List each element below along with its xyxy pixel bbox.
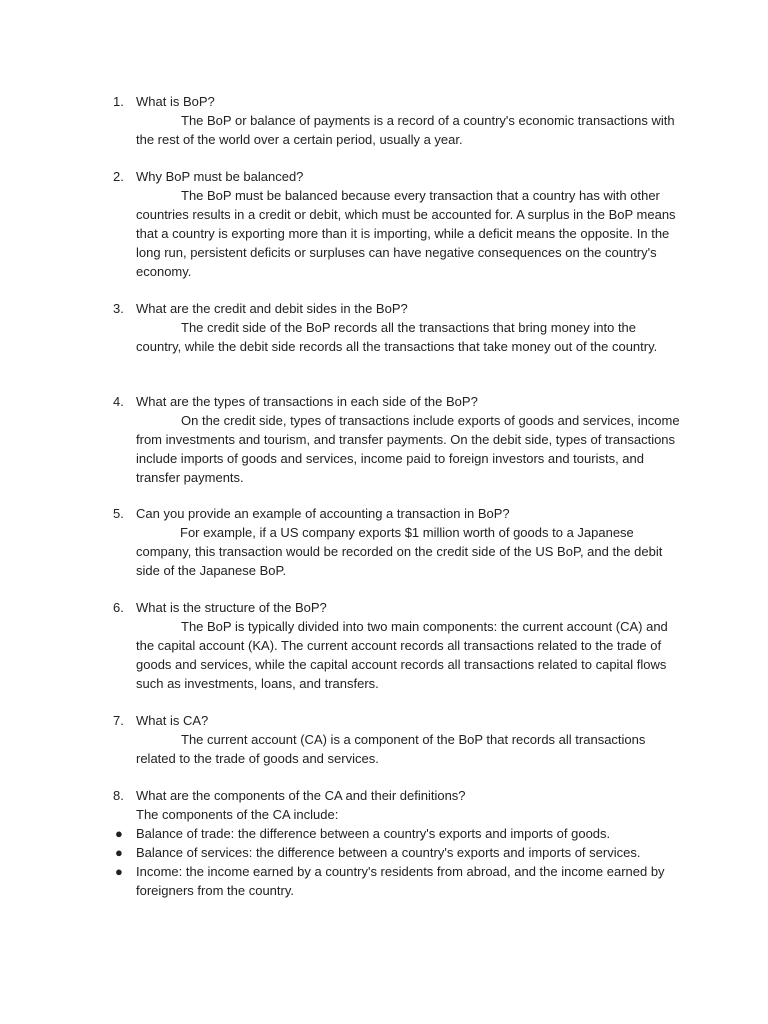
question-text: Why BoP must be balanced? [136,169,304,184]
qa-item-5 [113,504,683,580]
answer-text: The BoP is typically divided into two main components: the current account (CA) and the capital account (KA). The current account records all transactions related to the trade of goods and services, while the capital account records all transactions related to capital flows such as investments, loans, and transfers. [136,619,668,691]
question-text: What are the components of the CA and their definitions? [136,788,466,803]
qa-item-6 [113,598,683,693]
question-number: 2. [113,169,124,184]
question-number: 1. [113,94,124,109]
qa-item-1 [113,92,683,149]
qa-item-4 [113,392,683,487]
question-number: 8. [113,788,124,803]
bullet-list [113,824,683,900]
answer-text: The BoP must be balanced because every transaction that a country has with other countries results in a credit or debit, which must be accounted for. A surplus in the BoP means that a country is exporting more than it is importing, while a deficit means the opposite. In the long run, persistent deficits or surpluses can have negative consequences on the country's economy. [136,188,676,279]
bullet-item [113,862,683,900]
answer-text: The BoP or balance of payments is a record of a country's economic transactions with the rest of the world over a certain period, usually a year. [136,113,675,147]
question [113,167,683,186]
question-text: Can you provide an example of accounting a transaction in BoP? [136,506,510,521]
question [113,299,683,318]
bullet-icon: ● [115,826,123,841]
question-number: 4. [113,394,124,409]
bullet-item [113,824,683,843]
question-text: What is BoP? [136,94,215,109]
answer-text: On the credit side, types of transactions include exports of goods and services, income from investments and tourism, and transfer payments. On the debit side, types of transactions include imports of goods and services, income paid to foreign investors and tourists, and transfer payments. [136,413,680,485]
bullet-text: Balance of trade: the difference between a country's exports and imports of goods. [136,826,611,841]
bullet-icon: ● [115,845,123,860]
answer-text: The credit side of the BoP records all the transactions that bring money into the country, while the debit side records all the transactions that take money out of the country. [136,320,658,354]
bullet-text: Income: the income earned by a country's residents from abroad, and the income earned by foreigners from the country. [136,864,665,898]
bullet-icon: ● [115,864,123,879]
question-number: 5. [113,506,124,521]
qa-item-8 [113,786,683,900]
question-text: What are the credit and debit sides in the BoP? [136,301,408,316]
question-text: What is CA? [136,713,209,728]
question-text: What is the structure of the BoP? [136,600,327,615]
bullet-text: Balance of services: the difference between a country's exports and imports of services. [136,845,641,860]
question-text: What are the types of transactions in each side of the BoP? [136,394,478,409]
qa-item-7 [113,711,683,768]
answer-text: The current account (CA) is a component of the BoP that records all transactions related to the trade of goods and services. [136,732,646,766]
qa-item-3 [113,299,683,356]
question [113,786,683,805]
qa-item-2 [113,167,683,281]
question-number: 7. [113,713,124,728]
question [113,504,683,523]
question-number: 3. [113,301,124,316]
bullet-item [113,843,683,862]
question [113,711,683,730]
answer-intro: The components of the CA include: [136,807,339,822]
question-number: 6. [113,600,124,615]
question [113,598,683,617]
answer-text: For example, if a US company exports $1 million worth of goods to a Japanese company, this transaction would be recorded on the credit side of the US BoP, and the debit side of the Japanese BoP. [136,525,663,578]
question [113,392,683,411]
question [113,92,683,111]
